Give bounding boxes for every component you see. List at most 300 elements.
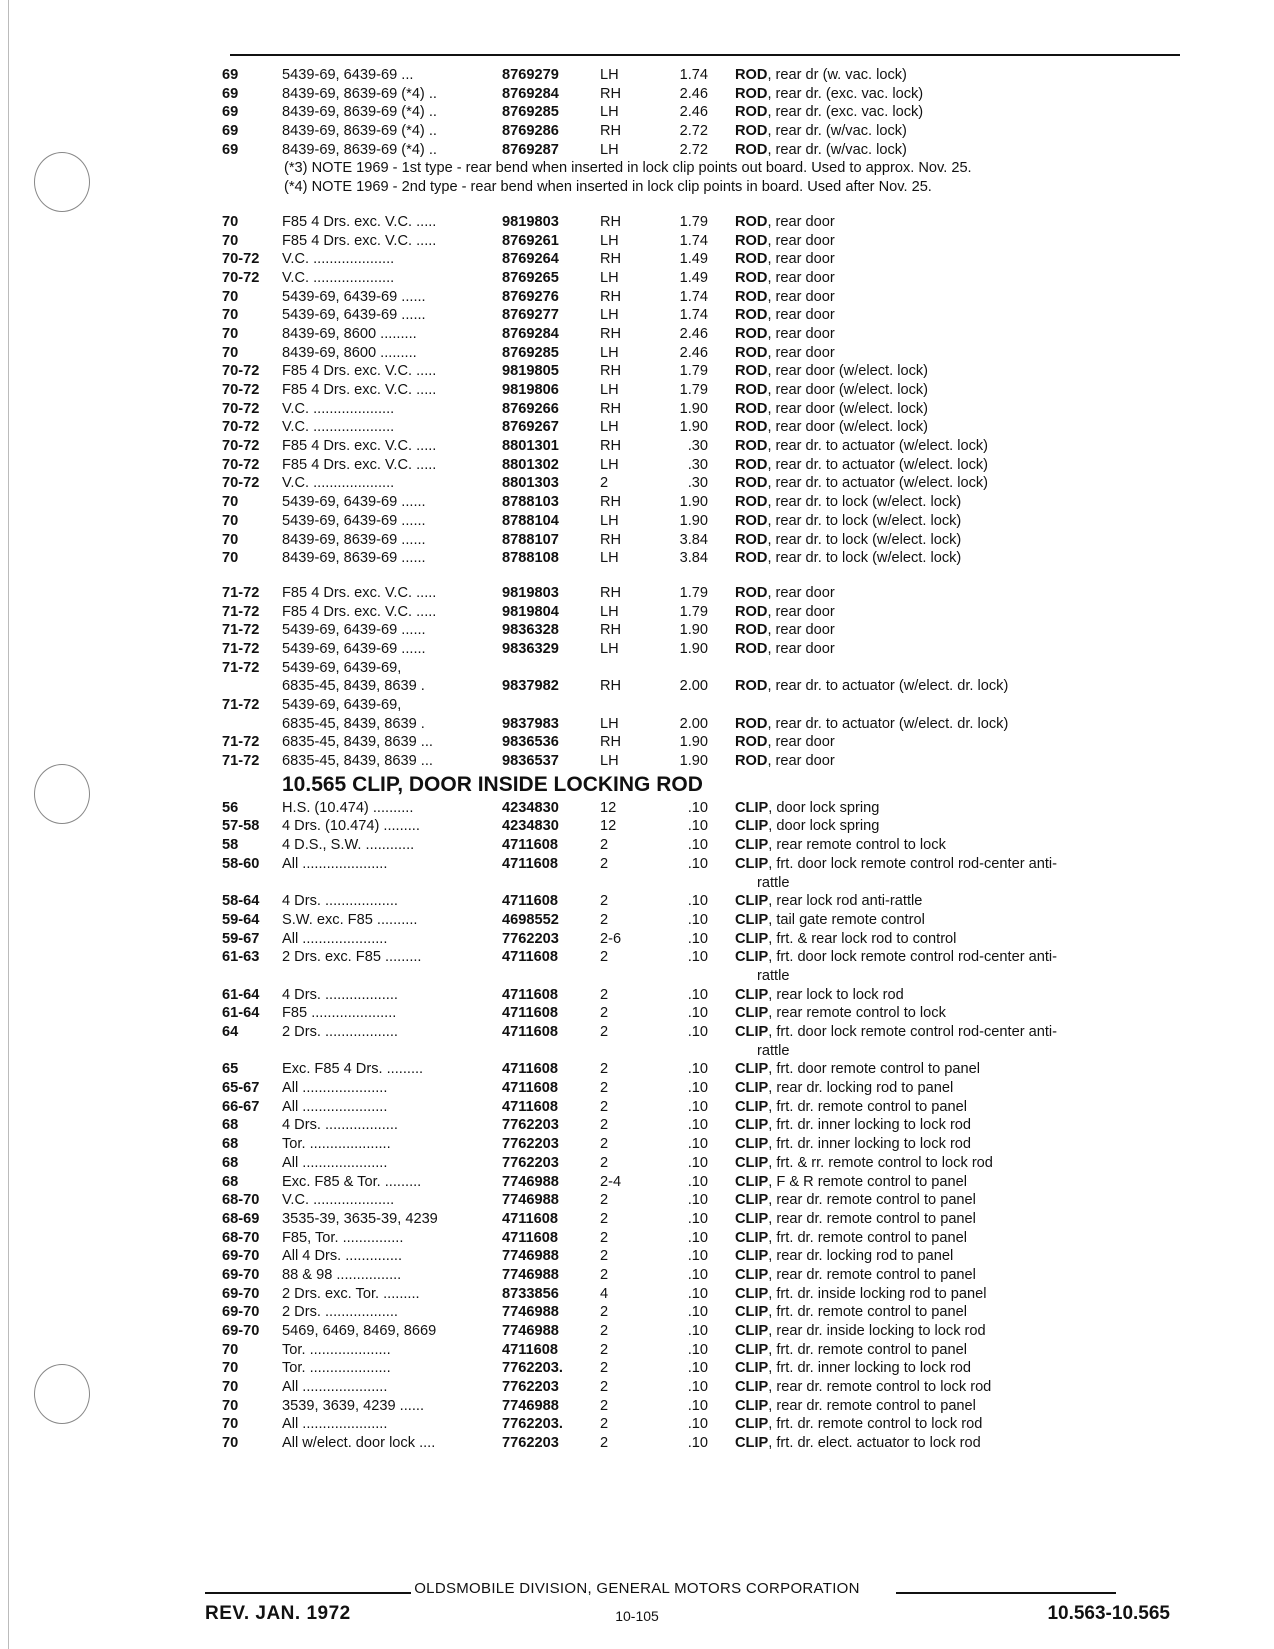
price: .10 xyxy=(687,1154,708,1171)
description-text: , rear dr. (exc. vac. lock) xyxy=(767,104,924,121)
model-applicability: 3535-39, 3635-39, 4239 xyxy=(282,1210,438,1227)
description-text: , frt. dr. inner locking to lock rod xyxy=(768,1117,972,1134)
part-name: CLIP xyxy=(735,1360,769,1377)
model-applicability: F85 ..................... xyxy=(282,1005,397,1022)
part-row xyxy=(222,1229,1182,1248)
part-description xyxy=(735,1060,1182,1079)
description-text: , rear door xyxy=(767,307,835,324)
parts-listing xyxy=(222,66,1182,1453)
model-applicability: 5439-69, 6439-69 ...... xyxy=(282,512,426,529)
part-row xyxy=(222,1210,1182,1229)
price: 1.90 xyxy=(679,753,708,770)
part-number: 8769285 xyxy=(502,104,559,121)
description-text: , rear door xyxy=(767,251,835,268)
part-number: 8788104 xyxy=(502,512,559,529)
price: 1.79 xyxy=(679,213,708,230)
quantity: 2 xyxy=(600,1061,609,1078)
part-description xyxy=(735,213,1182,232)
year-range: 70 xyxy=(222,288,239,305)
part-number: 9819804 xyxy=(502,603,559,620)
part-row xyxy=(222,269,1182,288)
quantity: 2 xyxy=(600,1416,609,1433)
part-description xyxy=(735,1322,1182,1341)
price: 1.74 xyxy=(679,307,708,324)
part-number: 8788108 xyxy=(502,550,559,567)
description-text: , frt. door lock remote control rod-center anti- xyxy=(768,855,1057,872)
part-description xyxy=(735,1434,1182,1453)
model-applicability: All ..................... xyxy=(282,1080,388,1097)
part-row xyxy=(222,1247,1182,1266)
part-description xyxy=(735,799,1182,818)
part-row xyxy=(222,659,1182,678)
quantity: RH xyxy=(600,494,622,511)
model-applicability: Tor. .................... xyxy=(282,1360,391,1377)
year-range: 69 xyxy=(222,123,239,140)
model-applicability: F85 4 Drs. exc. V.C. ..... xyxy=(282,603,437,620)
description-text: , rear dr. to lock (w/elect. lock) xyxy=(767,531,962,548)
part-number: 8769284 xyxy=(502,325,559,342)
quantity: 2 xyxy=(600,1117,609,1134)
quantity: 12 xyxy=(600,799,617,816)
part-description xyxy=(735,817,1182,836)
part-description xyxy=(735,362,1182,381)
part-description xyxy=(735,677,1182,696)
price: .10 xyxy=(687,1248,708,1265)
part-row xyxy=(222,85,1182,104)
part-number: 7746988 xyxy=(502,1266,559,1283)
model-applicability: F85 4 Drs. exc. V.C. ..... xyxy=(282,382,437,398)
year-range: 71-72 xyxy=(222,603,260,620)
description-text: , rear door (w/elect. lock) xyxy=(767,419,929,436)
description-text: , frt. dr. inner locking to lock rod xyxy=(768,1136,972,1153)
model-applicability: 5439-69, 6439-69 ...... xyxy=(282,288,426,305)
part-row xyxy=(222,362,1182,381)
price: .10 xyxy=(687,911,708,928)
year-range: 65 xyxy=(222,1061,239,1078)
model-applicability: 8439-69, 8639-69 ...... xyxy=(282,550,426,567)
description-text: , frt. door lock remote control rod-center anti- xyxy=(768,1024,1057,1040)
description-text: , rear door (w/elect. lock) xyxy=(767,400,929,417)
description-text: , rear dr. (exc. vac. lock) xyxy=(767,85,924,102)
price: .10 xyxy=(687,818,708,835)
part-name: ROD xyxy=(735,494,768,511)
model-applicability: 5439-69, 6439-69 ...... xyxy=(282,494,426,511)
part-number: 8788103 xyxy=(502,494,559,511)
model-applicability: All ..................... xyxy=(282,1154,388,1171)
quantity: RH xyxy=(600,400,622,417)
model-applicability: F85 4 Drs. exc. V.C. ..... xyxy=(282,363,437,380)
part-description xyxy=(735,549,1182,568)
part-description xyxy=(735,531,1182,550)
model-applicability: 4 Drs. .................. xyxy=(282,986,398,1003)
price: .10 xyxy=(687,1397,708,1414)
year-range: 70 xyxy=(222,494,239,511)
part-name: CLIP xyxy=(735,1416,769,1433)
part-number: 9836328 xyxy=(502,622,559,639)
quantity: LH xyxy=(600,232,619,249)
year-range: 70 xyxy=(222,1379,239,1396)
part-description xyxy=(735,603,1182,622)
part-number: 8769277 xyxy=(502,307,559,324)
quantity: RH xyxy=(600,251,622,268)
model-applicability: All ..................... xyxy=(282,1379,388,1396)
part-row xyxy=(222,911,1182,930)
part-description xyxy=(735,85,1182,104)
description-text: , frt. dr. elect. actuator to lock rod xyxy=(768,1435,981,1452)
part-name: CLIP xyxy=(735,1136,769,1153)
price: .10 xyxy=(687,1117,708,1134)
year-range: 61-64 xyxy=(222,986,260,1003)
price: 1.90 xyxy=(679,419,708,436)
part-name: ROD xyxy=(735,584,768,601)
quantity: LH xyxy=(600,753,619,770)
part-number: 7762203 xyxy=(502,1379,559,1396)
quantity: 12 xyxy=(600,818,617,835)
model-applicability: 4 Drs. .................. xyxy=(282,1117,398,1134)
model-applicability: V.C. .................... xyxy=(282,419,395,436)
section-heading: 10.565 CLIP, DOOR INSIDE LOCKING ROD xyxy=(282,772,703,796)
part-description xyxy=(735,1173,1182,1192)
part-description xyxy=(735,1023,1182,1042)
part-row xyxy=(222,752,1182,771)
quantity: 2 xyxy=(600,1435,609,1452)
continuation-row xyxy=(222,967,1182,986)
quantity: 2 xyxy=(600,1360,609,1377)
price: 1.79 xyxy=(679,382,708,398)
part-description xyxy=(735,1378,1182,1397)
part-name: CLIP xyxy=(735,1117,769,1134)
price: 2.46 xyxy=(679,344,708,361)
year-range: 68 xyxy=(222,1173,239,1190)
part-number: 9819803 xyxy=(502,584,559,601)
quantity: RH xyxy=(600,213,622,230)
quantity: LH xyxy=(600,382,619,398)
quantity: RH xyxy=(600,325,622,342)
continuation-row xyxy=(222,1042,1182,1061)
part-number: 4711608 xyxy=(502,1210,559,1227)
part-name: ROD xyxy=(735,104,768,121)
part-name: CLIP xyxy=(735,1080,769,1097)
part-number: 7746988 xyxy=(502,1173,559,1190)
quantity: 2 xyxy=(600,949,609,966)
model-applicability: V.C. .................... xyxy=(282,475,395,492)
part-row xyxy=(222,1135,1182,1154)
part-description xyxy=(735,103,1182,122)
description-text: , rear door xyxy=(767,269,835,286)
model-applicability: 6835-45, 8439, 8639 ... xyxy=(282,753,433,770)
footer-company: OLDSMOBILE DIVISION, GENERAL MOTORS CORPORATION xyxy=(0,1580,1274,1597)
part-row xyxy=(222,66,1182,85)
part-description xyxy=(735,66,1182,85)
price: .10 xyxy=(687,1360,708,1377)
description-text: , rear door xyxy=(767,288,835,305)
model-applicability: All ..................... xyxy=(282,1416,388,1433)
model-applicability: All 4 Drs. .............. xyxy=(282,1248,403,1265)
year-range: 70-72 xyxy=(222,382,260,398)
year-range: 70 xyxy=(222,531,239,548)
part-name: ROD xyxy=(735,550,768,567)
part-name: ROD xyxy=(735,123,768,140)
year-range: 70 xyxy=(222,344,239,361)
part-name: ROD xyxy=(735,251,768,268)
part-row xyxy=(222,1359,1182,1378)
price: .10 xyxy=(687,1304,708,1321)
part-name: ROD xyxy=(735,288,768,305)
part-number: 9819805 xyxy=(502,363,559,380)
part-name: CLIP xyxy=(735,1154,769,1171)
quantity: 2 xyxy=(600,1192,609,1209)
page-edge-line xyxy=(8,0,9,1649)
year-range: 69 xyxy=(222,85,239,102)
description-text: , rear door xyxy=(767,232,835,249)
part-number: 4698552 xyxy=(502,911,559,928)
quantity: RH xyxy=(600,584,622,601)
part-name: CLIP xyxy=(735,1061,769,1078)
part-number: 4711608 xyxy=(502,1061,559,1078)
part-row xyxy=(222,892,1182,911)
year-range: 69-70 xyxy=(222,1285,260,1302)
top-rule xyxy=(230,54,1180,56)
price: .10 xyxy=(687,1416,708,1433)
year-range: 69 xyxy=(222,104,239,121)
part-description xyxy=(735,584,1182,603)
part-name: CLIP xyxy=(735,818,769,835)
description-text: , rear dr. (w/vac. lock) xyxy=(767,123,907,140)
part-description xyxy=(735,1397,1182,1416)
note-row xyxy=(222,159,1182,178)
part-description xyxy=(735,911,1182,930)
description-text: , frt. & rear lock rod to control xyxy=(768,930,957,947)
model-applicability: 6835-45, 8439, 8639 . xyxy=(282,715,425,732)
year-range: 61-64 xyxy=(222,1005,260,1022)
part-number: 8733856 xyxy=(502,1285,559,1302)
part-row xyxy=(222,381,1182,400)
quantity: RH xyxy=(600,123,622,140)
part-number: 8769265 xyxy=(502,269,559,286)
part-description xyxy=(735,288,1182,307)
year-range: 70 xyxy=(222,232,239,249)
part-name: CLIP xyxy=(735,893,769,910)
description-text: , rear door xyxy=(767,622,835,639)
part-name: ROD xyxy=(735,363,768,380)
part-number: 8769267 xyxy=(502,419,559,436)
part-row xyxy=(222,288,1182,307)
quantity: 2 xyxy=(600,1304,609,1321)
description-text: , rear door xyxy=(767,734,835,751)
description-text: , door lock spring xyxy=(768,818,880,835)
part-name: CLIP xyxy=(735,1285,769,1302)
footer-page-number: 10-105 xyxy=(615,1608,659,1624)
part-description xyxy=(735,456,1182,475)
part-name: ROD xyxy=(735,344,768,361)
description-text: , frt. dr. remote control to panel xyxy=(768,1304,967,1321)
quantity: RH xyxy=(600,288,622,305)
model-applicability: 3539, 3639, 4239 ...... xyxy=(282,1397,424,1414)
year-range: 71-72 xyxy=(222,734,260,751)
part-name: CLIP xyxy=(735,1248,769,1265)
quantity: 2 xyxy=(600,911,609,928)
part-name: ROD xyxy=(735,678,768,695)
part-name: CLIP xyxy=(735,1379,769,1396)
part-description xyxy=(735,1116,1182,1135)
part-row xyxy=(222,1322,1182,1341)
year-range: 68-70 xyxy=(222,1192,260,1209)
part-number: 4711608 xyxy=(502,986,559,1003)
price: 2.46 xyxy=(679,325,708,342)
part-name: ROD xyxy=(735,269,768,286)
year-range: 58-64 xyxy=(222,893,260,910)
model-applicability: 8439-69, 8639-69 (*4) .. xyxy=(282,85,437,102)
part-number: 8769279 xyxy=(502,67,559,83)
part-description xyxy=(735,1210,1182,1229)
quantity: 2 xyxy=(600,986,609,1003)
description-text: , rear door xyxy=(767,640,835,657)
part-row xyxy=(222,1434,1182,1453)
part-row xyxy=(222,1079,1182,1098)
description-text: , F & R remote control to panel xyxy=(768,1173,967,1190)
year-range: 68-69 xyxy=(222,1210,260,1227)
year-range: 70 xyxy=(222,1416,239,1433)
quantity: LH xyxy=(600,640,619,657)
part-name: ROD xyxy=(735,213,768,230)
part-description xyxy=(735,1229,1182,1248)
part-name: ROD xyxy=(735,67,768,83)
part-description xyxy=(735,1266,1182,1285)
year-range: 70 xyxy=(222,512,239,529)
price: 2.72 xyxy=(679,123,708,140)
footer-section-range: 10.563-10.565 xyxy=(1047,1603,1170,1624)
part-row xyxy=(222,418,1182,437)
description-text: , rear dr. to actuator (w/elect. lock) xyxy=(767,475,989,492)
part-number: 7746988 xyxy=(502,1304,559,1321)
part-row xyxy=(222,437,1182,456)
year-range: 58 xyxy=(222,837,239,854)
part-name: ROD xyxy=(735,640,768,657)
model-applicability: All ..................... xyxy=(282,855,388,872)
part-number: 4711608 xyxy=(502,893,559,910)
part-name: ROD xyxy=(735,456,768,473)
part-row xyxy=(222,325,1182,344)
year-range: 70 xyxy=(222,1341,239,1358)
part-row xyxy=(222,474,1182,493)
description-text: , tail gate remote control xyxy=(768,911,925,928)
year-range: 70 xyxy=(222,1397,239,1414)
description-text: , frt. dr. remote control to panel xyxy=(768,1098,967,1115)
quantity: 2 xyxy=(600,1248,609,1265)
description-text: , rear dr. remote control to panel xyxy=(768,1266,976,1283)
quantity: RH xyxy=(600,438,622,455)
part-row xyxy=(222,855,1182,874)
model-applicability: V.C. .................... xyxy=(282,251,395,268)
part-description xyxy=(735,1154,1182,1173)
part-row xyxy=(222,250,1182,269)
model-applicability: 6835-45, 8439, 8639 . xyxy=(282,678,425,695)
part-row xyxy=(222,584,1182,603)
part-description xyxy=(735,930,1182,949)
binder-hole-icon xyxy=(34,764,90,824)
price: .10 xyxy=(687,1341,708,1358)
part-number: 4234830 xyxy=(502,818,559,835)
quantity: 2 xyxy=(600,1024,609,1040)
part-description xyxy=(735,437,1182,456)
price: .10 xyxy=(687,1192,708,1209)
part-description xyxy=(735,1341,1182,1360)
price: 1.90 xyxy=(679,622,708,639)
description-text: , rear dr. to actuator (w/elect. dr. lock) xyxy=(767,715,1009,732)
part-name: ROD xyxy=(735,382,768,398)
price: .10 xyxy=(687,1024,708,1040)
part-description xyxy=(735,855,1182,874)
description-text: , rear dr. (w/vac. lock) xyxy=(767,141,907,158)
part-name: CLIP xyxy=(735,799,769,816)
year-range: 68 xyxy=(222,1136,239,1153)
year-range: 70 xyxy=(222,1435,239,1452)
part-row xyxy=(222,640,1182,659)
year-range: 70 xyxy=(222,325,239,342)
year-range: 69 xyxy=(222,67,239,83)
part-row xyxy=(222,799,1182,818)
model-applicability: Tor. .................... xyxy=(282,1341,391,1358)
part-row xyxy=(222,1415,1182,1434)
quantity: 2 xyxy=(600,1229,609,1246)
price: 2.00 xyxy=(679,715,708,732)
part-row xyxy=(222,400,1182,419)
part-name: ROD xyxy=(735,603,768,620)
quantity: 2 xyxy=(600,475,609,492)
part-description xyxy=(735,1247,1182,1266)
part-name: CLIP xyxy=(735,1397,769,1414)
part-name: ROD xyxy=(735,753,768,770)
part-description xyxy=(735,715,1182,734)
part-number: 4234830 xyxy=(502,799,559,816)
model-applicability: 5439-69, 6439-69 ... xyxy=(282,67,414,83)
model-applicability: 8439-69, 8639-69 (*4) .. xyxy=(282,123,437,140)
price: 2.00 xyxy=(679,678,708,695)
description-text: , door lock spring xyxy=(768,799,880,816)
part-name: CLIP xyxy=(735,930,769,947)
year-range: 71-72 xyxy=(222,622,260,639)
part-name: ROD xyxy=(735,141,768,158)
part-description xyxy=(735,122,1182,141)
price: 2.72 xyxy=(679,141,708,158)
description-text: , frt. dr. remote control to panel xyxy=(768,1229,967,1246)
part-name: CLIP xyxy=(735,1005,769,1022)
description-text: , rear dr (w. vac. lock) xyxy=(767,67,907,83)
part-name: CLIP xyxy=(735,837,769,854)
year-range: 69-70 xyxy=(222,1323,260,1339)
quantity: RH xyxy=(600,85,622,102)
part-number: 8769266 xyxy=(502,400,559,417)
quantity: 2 xyxy=(600,1210,609,1227)
part-description xyxy=(735,1359,1182,1378)
description-text: , frt. dr. inside locking rod to panel xyxy=(768,1285,987,1302)
quantity: 2 xyxy=(600,1080,609,1097)
model-applicability: 8439-69, 8600 ......... xyxy=(282,325,417,342)
part-number: 9836329 xyxy=(502,640,559,657)
part-name: ROD xyxy=(735,475,768,492)
part-number: 7762203. xyxy=(502,1416,563,1433)
price: 1.49 xyxy=(679,269,708,286)
description-text: , frt. dr. remote control to panel xyxy=(768,1341,967,1358)
model-applicability: F85 4 Drs. exc. V.C. ..... xyxy=(282,456,437,473)
year-range: 70 xyxy=(222,307,239,324)
part-number: 8769284 xyxy=(502,85,559,102)
part-row xyxy=(222,493,1182,512)
part-number: 4711608 xyxy=(502,1341,559,1358)
year-range: 71-72 xyxy=(222,753,260,770)
part-description xyxy=(735,836,1182,855)
price: .10 xyxy=(687,949,708,966)
